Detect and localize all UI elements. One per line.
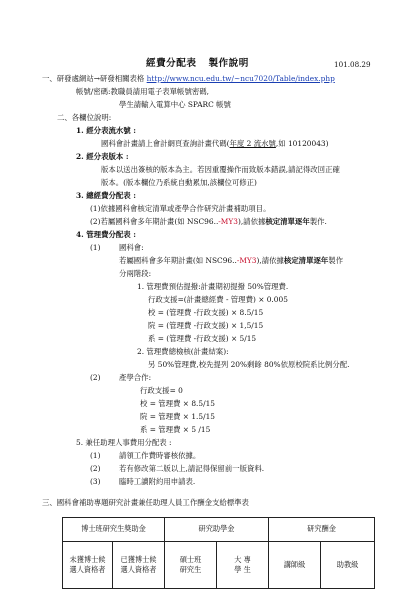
section-2-label: 二、各欄位說明: [57, 113, 112, 122]
item-5-1-num: (1) [90, 451, 101, 460]
item-2-line-1: 版本以送出簽核的版本為主。若因重覆操作而致版本錯誤,請記得改回正確 [101, 165, 340, 174]
item-3-line-1: (1)依據國科會核定清單或產學合作研究計畫補助項目。 [90, 204, 271, 213]
student-account-note: 學生請輸入電算中心 SPARC 帳號 [119, 100, 231, 109]
stage-2-title: 2. 管理費總檢核(計畫結案): [137, 347, 229, 356]
formula-school: 校 = (管理費 -行政支援) × 8.5/15 [148, 308, 264, 317]
item-3-title: 3. 總經費分配表 : [76, 191, 136, 200]
item-2-title: 2. 經分表版本 : [76, 152, 129, 161]
pay-standard-table [62, 517, 375, 589]
stage-1-title: 1. 管理費預估提撥:計畫期初提撥 50%管理費. [137, 282, 289, 291]
item-4-sub-2-num: (2) [90, 373, 101, 382]
document-date: 101.08.29 [334, 60, 371, 69]
formula-department: 系 = (管理費 -行政支援) × 5/15 [148, 334, 257, 343]
table-index-link[interactable]: http://www.ncu.edu.tw/~ncu7020/Table/index.php [146, 74, 335, 83]
header-phd-scholarship: 博士班研究生獎助金 [63, 518, 165, 542]
section-1-label: 一、研發處網站→研發相關表格 [42, 74, 145, 83]
header-research-pay: 研究酬金 [269, 518, 375, 542]
cell-assistant-level: 助教級 [321, 542, 375, 589]
cell-lecturer-level: 講師級 [269, 542, 321, 589]
formula-admin: 行政支援=(計畫總經費 - 管理費) × 0.005 [148, 295, 288, 304]
item-3-line-2: (2)若屬國科會多年期計畫(如 NSC96..-MY3),請依據核定清單逐年製作. [90, 217, 327, 226]
industry-department: 系 = 管理費 × 5 /15 [140, 425, 211, 434]
item-4-title: 4. 管理費分配表 : [76, 230, 136, 239]
item-5-3-text: 臨時工讀附約用申請表. [119, 477, 196, 486]
section-3-label: 三、國科會補助專題研究計畫兼任助理人員工作酬金支給標準表 [42, 498, 249, 507]
cell-undergraduate: 大 專 學 生 [217, 542, 269, 589]
cell-phd-non-candidate: 未獲博士候 選人資格者 [63, 542, 113, 589]
account-note: 帳號/密碼:教職員請用電子表單帳號密碼, [76, 87, 209, 96]
item-5-title: 5. 兼任助理人事費用分配表 : [76, 438, 172, 447]
industry-school: 校 = 管理費 × 8.5/15 [140, 399, 215, 408]
industry-college: 院 = 管理費 × 1.5/15 [140, 412, 215, 421]
industry-admin: 行政支援= 0 [140, 386, 183, 395]
item-4-sub-1-line-2: 分兩階段: [119, 269, 152, 278]
item-4-sub-1-line-1: 若屬國科會多年期計畫(如 NSC96..-MY3),請依據核定清單逐年製作 [119, 256, 344, 265]
formula-college: 院 = (管理費 -行政支援) × 1,5/15 [148, 321, 264, 330]
cell-masters-student: 碩士班 研究生 [165, 542, 217, 589]
item-4-sub-1-num: (1) [90, 243, 101, 252]
page-title: 經費分配表 製作說明 [146, 58, 249, 69]
item-5-2-text: 若有修改第二版以上,請記得保留前一版資料. [119, 464, 265, 473]
item-4-sub-2-label: 產學合作: [119, 373, 152, 382]
stage-2-note: 另 50%管理費,校先提列 20%剩餘 80%依原校院系比例分配. [148, 360, 350, 369]
item-1-text: 國科會計畫請上會計網頁查詢計畫代碼(年度 2 流水號,如 10120043) [101, 139, 329, 148]
item-1-title: 1. 經分表流水號 : [76, 126, 136, 135]
item-5-3-num: (3) [90, 477, 101, 486]
header-research-assistantship: 研究助學金 [165, 518, 269, 542]
cell-phd-candidate: 已獲博士候 選人資格者 [113, 542, 165, 589]
section-1-line [42, 75, 335, 82]
item-5-2-num: (2) [90, 464, 101, 473]
item-2-line-2: 版本。(版本欄位乃系統自動累加,該欄位可修正) [101, 178, 257, 187]
item-5-1-text: 請領工作費時審核依據。 [119, 451, 201, 460]
item-4-sub-1-label: 國科會: [119, 243, 144, 252]
